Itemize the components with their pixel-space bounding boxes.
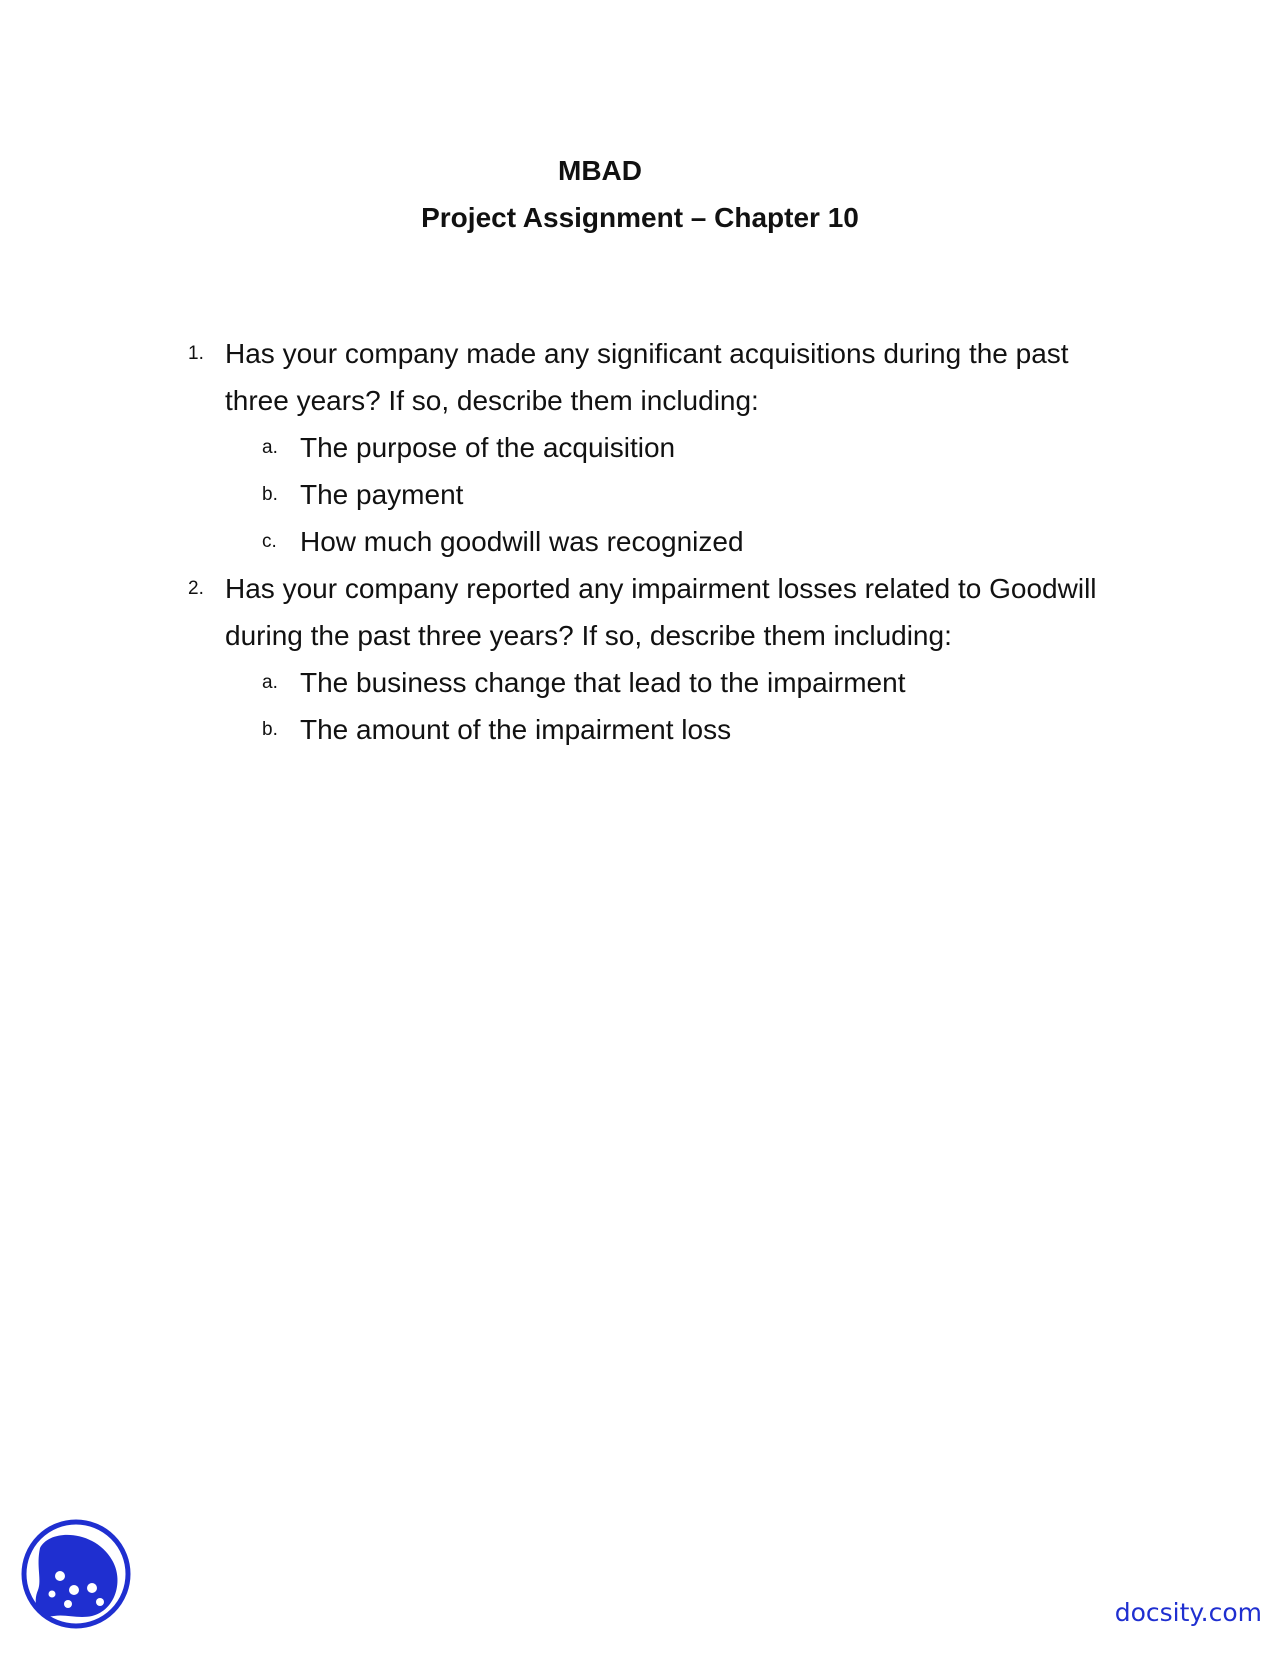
- subitem-list: [0, 424, 1280, 565]
- subitem-letter: a.: [262, 437, 278, 458]
- question-item: [0, 330, 1280, 565]
- question-text: Has your company made any significant acquisitions during the past three years? If so, describe them including:: [225, 338, 1069, 416]
- subitem-letter: c.: [262, 531, 277, 552]
- subitem-text: The business change that lead to the impairment: [300, 667, 906, 698]
- subitem-text: The purpose of the acquisition: [300, 432, 676, 463]
- document-title: MBAD: [558, 155, 642, 186]
- subitem-text: How much goodwill was recognized: [300, 526, 744, 557]
- subitem-text: The amount of the impairment loss: [300, 714, 732, 745]
- question-number: 2.: [188, 578, 204, 599]
- question-list: [0, 330, 1280, 753]
- subitem-letter: b.: [262, 719, 278, 740]
- subitem: [0, 518, 1280, 565]
- subitem: [0, 424, 1280, 471]
- docsity-link[interactable]: docsity.com: [1114, 1598, 1262, 1627]
- subitem-list: [0, 659, 1280, 753]
- docsity-logo-icon[interactable]: [20, 1518, 132, 1630]
- subitem-letter: b.: [262, 484, 278, 505]
- subitem: [0, 706, 1280, 753]
- subitem: [0, 659, 1280, 706]
- subitem-letter: a.: [262, 672, 278, 693]
- question-item: [0, 565, 1280, 753]
- subitem: [0, 471, 1280, 518]
- document-subtitle: Project Assignment – Chapter 10: [421, 202, 859, 233]
- question-number: 1.: [188, 343, 204, 364]
- question-text: Has your company reported any impairment losses related to Goodwill during the past three years? If so, describe them including:: [225, 573, 1097, 651]
- subitem-text: The payment: [300, 479, 464, 510]
